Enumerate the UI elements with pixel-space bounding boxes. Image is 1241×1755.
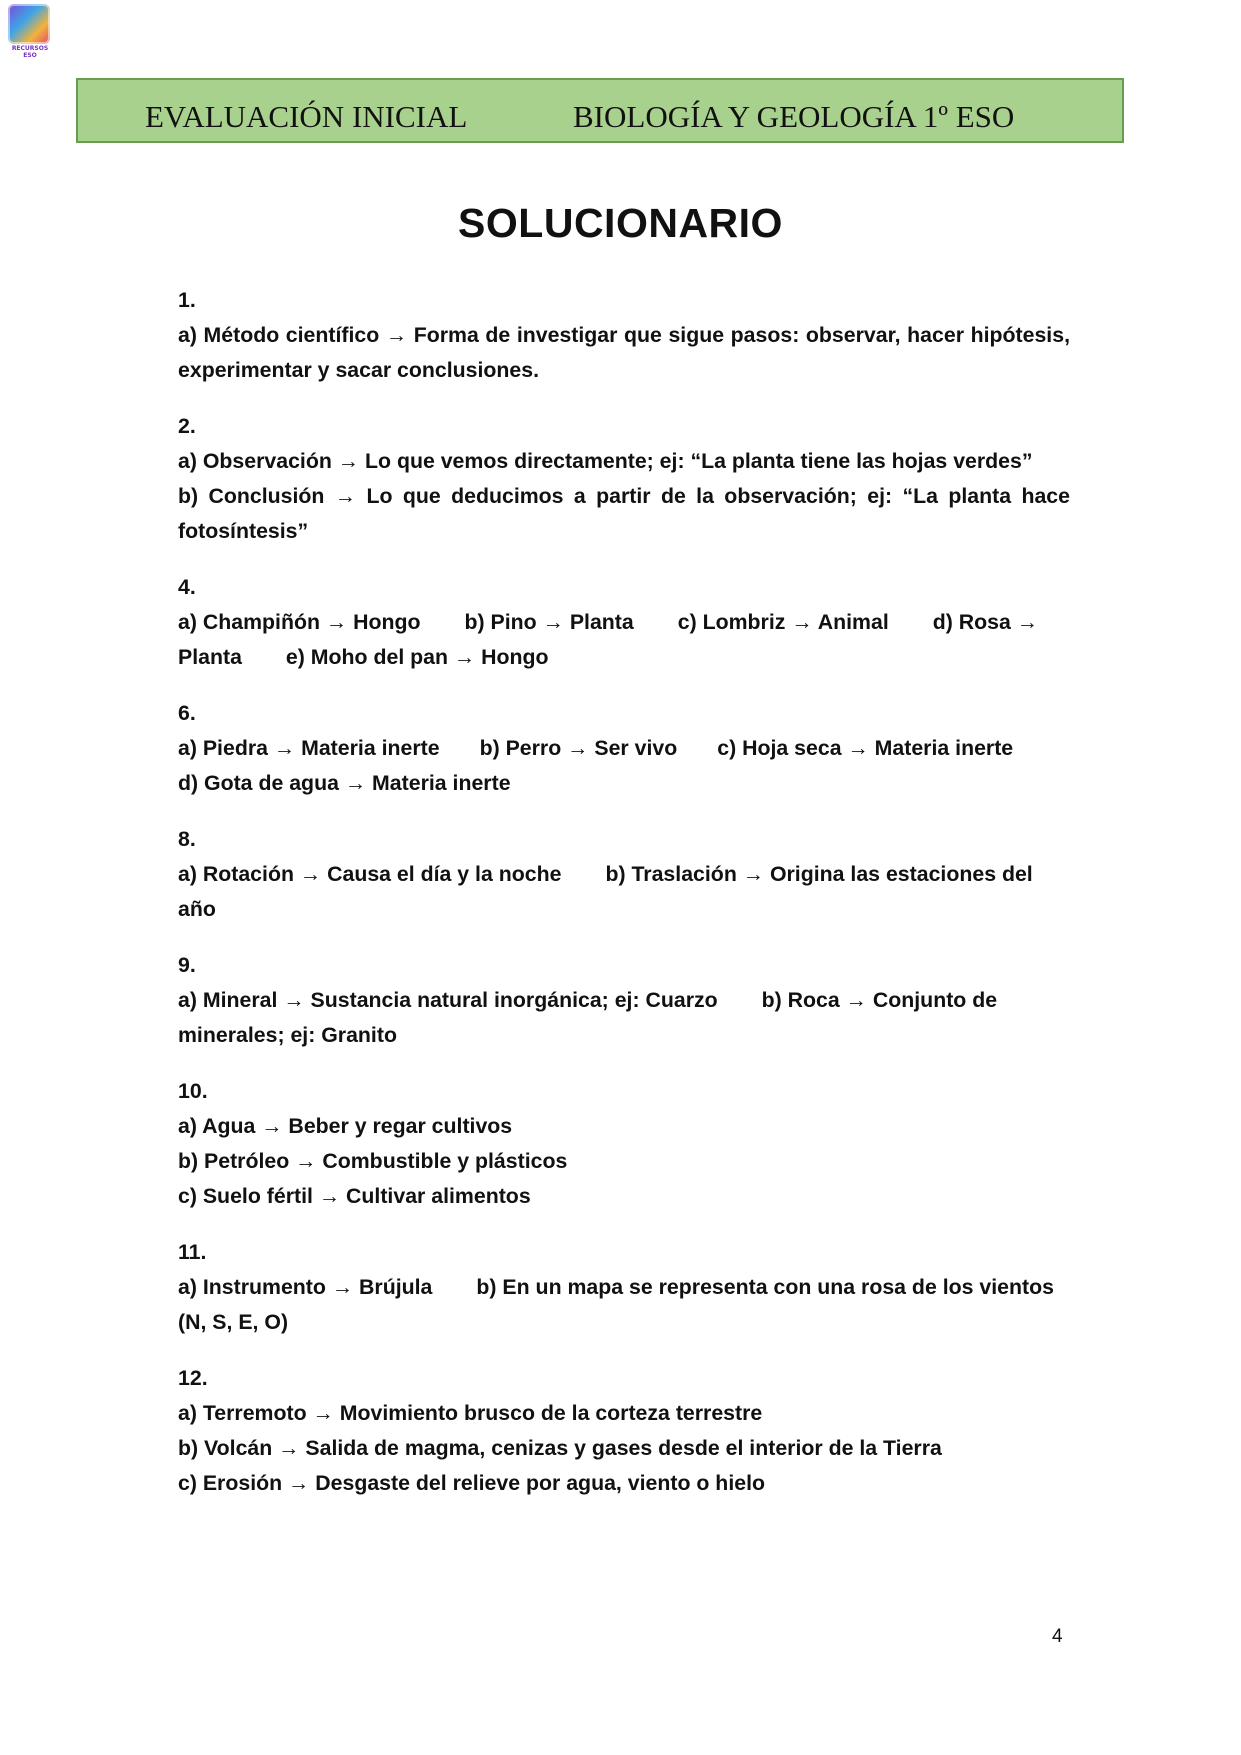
answer-a: a) Método científico → Forma de investigar que sigue pasos: observar, hacer hipótesis, experimentar y sacar conclusiones. — [178, 323, 1070, 382]
answer-b: b) Traslación → Origina las estaciones del año — [178, 862, 1033, 921]
recursos-eso-logo-icon — [8, 4, 50, 44]
question-9 — [178, 948, 1070, 1053]
answer-a: a) Instrumento → Brújula — [178, 1275, 433, 1299]
page-number: 4 — [1052, 1626, 1063, 1647]
answer-b: b) Perro → Ser vivo — [479, 736, 678, 760]
answer-c: c) Erosión → Desgaste del relieve por agua, viento o hielo — [178, 1471, 766, 1495]
question-12 — [178, 1361, 1070, 1501]
logo-text: RECURSOS ESO — [11, 45, 49, 59]
answer-b: b) En un mapa se representa con una rosa de los vientos (N, S, E, O) — [178, 1275, 1054, 1334]
answer-a: a) Terremoto → Movimiento brusco de la corteza terrestre — [178, 1401, 763, 1425]
answer-b: b) Volcán → Salida de magma, cenizas y gases desde el interior de la Tierra — [178, 1436, 942, 1460]
answer-d: d) Gota de agua → Materia inerte — [178, 771, 511, 795]
question-number: 6. — [178, 701, 196, 725]
question-number: 12. — [178, 1366, 208, 1390]
answer-e: e) Moho del pan → Hongo — [285, 645, 549, 669]
question-number: 8. — [178, 827, 196, 851]
header-right-title: BIOLOGÍA Y GEOLOGÍA 1º ESO — [573, 99, 1015, 134]
page-title: SOLUCIONARIO — [458, 200, 783, 246]
question-number: 4. — [178, 575, 196, 599]
question-number: 11. — [178, 1240, 207, 1264]
question-11 — [178, 1235, 1070, 1340]
answer-c: c) Suelo fértil → Cultivar alimentos — [178, 1184, 531, 1208]
header-banner — [76, 78, 1124, 143]
answer-a: a) Mineral → Sustancia natural inorgánica; ej: Cuarzo — [178, 988, 718, 1012]
answer-row — [178, 857, 1070, 927]
question-1 — [178, 283, 1070, 388]
header-left-title: EVALUACIÓN INICIAL — [145, 99, 468, 134]
answer-b: b) Conclusión → Lo que deducimos a partir de la observación; ej: “La planta hace fotosíntesis” — [178, 484, 1070, 543]
question-number: 2. — [178, 414, 196, 438]
question-8 — [178, 822, 1070, 927]
answer-a: a) Rotación → Causa el día y la noche — [178, 862, 562, 886]
question-6 — [178, 696, 1070, 801]
answer-row — [178, 605, 1070, 675]
answer-c: c) Hoja seca → Materia inerte — [717, 736, 1014, 760]
answer-row — [178, 983, 1070, 1053]
question-2 — [178, 409, 1070, 549]
question-number: 10. — [178, 1079, 208, 1103]
answer-c: c) Lombriz → Animal — [677, 610, 889, 634]
answer-b: b) Petróleo → Combustible y plásticos — [178, 1149, 568, 1173]
question-4 — [178, 570, 1070, 675]
logo — [8, 4, 52, 60]
answer-list — [178, 283, 1070, 1522]
answer-a: a) Agua → Beber y regar cultivos — [178, 1114, 513, 1138]
answer-a: a) Observación → Lo que vemos directamente; ej: “La planta tiene las hojas verdes” — [178, 449, 1033, 473]
answer-a: a) Champiñón → Hongo — [178, 610, 421, 634]
answer-row — [178, 731, 1070, 766]
answer-b: b) Pino → Planta — [464, 610, 634, 634]
question-number: 1. — [178, 288, 196, 312]
answer-b: b) Roca → Conjunto de minerales; ej: Granito — [178, 988, 998, 1047]
answer-d: d) Rosa → Planta — [178, 610, 1039, 669]
answer-row — [178, 1270, 1070, 1340]
answer-a: a) Piedra → Materia inerte — [178, 736, 440, 760]
question-10 — [178, 1074, 1070, 1214]
question-number: 9. — [178, 953, 196, 977]
